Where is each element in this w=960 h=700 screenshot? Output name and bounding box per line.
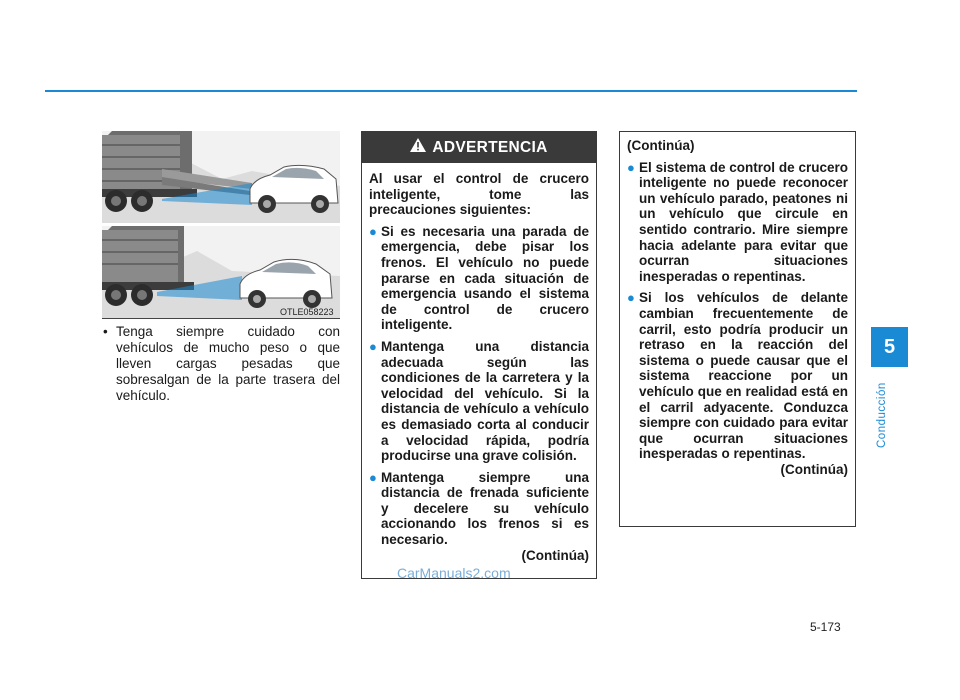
figure-rule xyxy=(102,318,340,319)
warning-item-text: Si es necesaria una parada de emergencia, debe pisar los frenos. El vehículo no puede pararse en cada situación de emergencia usando el sistema de control de crucero inteligente. xyxy=(381,223,589,333)
bullet-dot-icon: ● xyxy=(369,223,377,239)
page-number: 5-173 xyxy=(810,620,841,634)
warning-item-text: Mantenga una distancia adecuada según las condiciones de la carretera y la velocidad del vehículo. Si la distancia de vehículo a vehículo es demasiado corta al conducir a velocidad rápida, podría producirse una grave colisión. xyxy=(381,338,589,464)
warning-item-text: Mantenga siempre una distancia de frenada suficiente y decelere su vehículo accionando los frenos si es necesario. xyxy=(381,469,589,548)
warning-triangle-icon xyxy=(410,138,426,157)
warning-item xyxy=(369,224,589,333)
bullet-mark: • xyxy=(103,324,108,339)
bullet-dot-icon: ● xyxy=(369,469,377,485)
bullet-dot-icon: ● xyxy=(369,338,377,354)
continuation-continued: (Continúa) xyxy=(780,461,848,477)
warning-continued: (Continúa) xyxy=(521,547,589,563)
continuation-item-text: Si los vehículos de delante cambian frecuentemente de carril, esto podría producir un retraso en la reacción del sistema o puede causar que el sistema reaccione por un vehículo que en realidad está en el carril adyacente. Conduzca siempre con cuidado para evitar que ocurran situaciones inesperadas o repentinas. xyxy=(639,290,848,462)
continuation-item xyxy=(627,290,848,462)
illustration-truck-short-load xyxy=(102,226,340,318)
continuation-box xyxy=(619,131,856,527)
bullet-dot-icon: ● xyxy=(627,159,635,175)
warning-header xyxy=(362,132,596,163)
illustration-truck-long-load xyxy=(102,131,340,223)
warning-item xyxy=(369,339,589,464)
watermark: CarManuals2.com xyxy=(397,565,511,581)
chapter-tab: 5 xyxy=(871,327,908,367)
chapter-label: Conducción xyxy=(876,382,888,448)
warning-intro: Al usar el control de crucero inteligente, tome las precauciones siguientes: xyxy=(369,171,589,218)
continuation-item-text: El sistema de control de crucero inteligente no puede reconocer un vehículo parado, peatones ni un vehículo que circule en sentido contrario. Mire siempre hacia adelante para evitar que ocurran situaciones inesperadas o repentinas. xyxy=(639,159,848,284)
warning-title: ADVERTENCIA xyxy=(432,138,548,156)
top-rule xyxy=(45,90,857,92)
figure-code: OTLE058223 xyxy=(280,307,334,317)
warning-body xyxy=(362,163,596,563)
warning-item xyxy=(369,470,589,548)
continuation-header: (Continúa) xyxy=(627,138,695,153)
bullet-dot-icon: ● xyxy=(627,290,635,306)
warning-box xyxy=(361,131,597,579)
left-bullet-item xyxy=(103,324,340,404)
left-bullet-text: Tenga siempre cuidado con vehículos de mucho peso o que lleven cargas pesadas que sobresalgan de la parte trasera del vehículo. xyxy=(116,324,340,403)
continuation-item xyxy=(627,160,848,285)
